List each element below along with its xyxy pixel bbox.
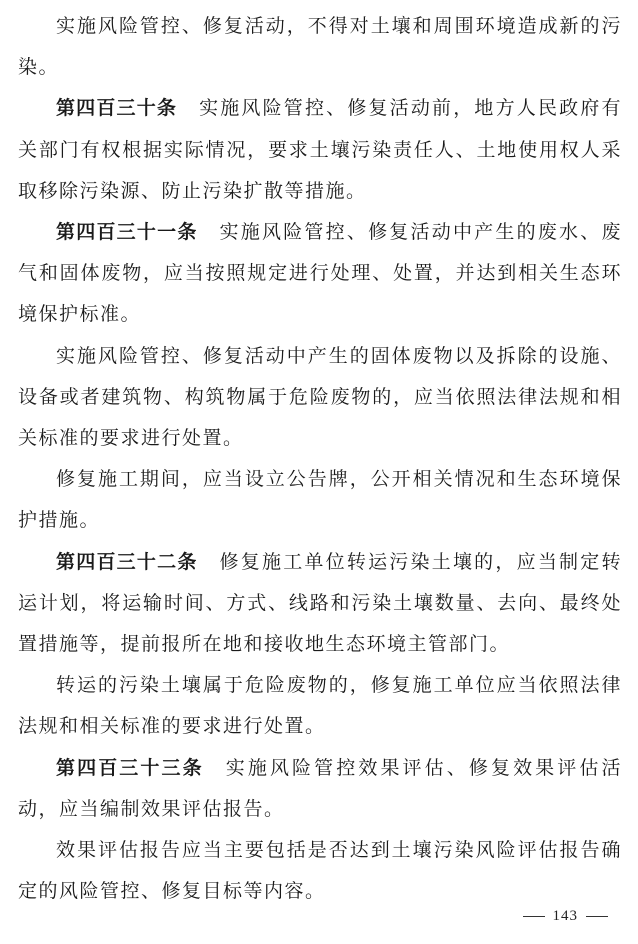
paragraph-text: 实施风险管控效果评估、修复效果评估活动，应当编制效果评估报告。 (18, 756, 622, 820)
article-number: 第四百三十条 (56, 97, 178, 120)
footer-dash-left (523, 916, 545, 917)
article-number: 第四百三十一条 (56, 221, 198, 244)
paragraph-text: 实施风险管控、修复活动前，地方人民政府有关部门有权根据实际情况，要求土壤污染责任人、土地使用权人采取移除污染源、防止污染扩散等措施。 (18, 97, 622, 202)
article-431-paragraph-3 (18, 459, 622, 541)
paragraph-text: 实施风险管控、修复活动，不得对土壤和周围环境造成新的污染。 (18, 15, 622, 79)
article-432-paragraph-2 (18, 665, 622, 747)
paragraph-text: 实施风险管控、修复活动中产生的固体废物以及拆除的设施、设备或者建筑物、构筑物属于危险废物的，应当依照法律法规和相关标准的要求进行处置。 (18, 344, 622, 450)
article-number: 第四百三十二条 (56, 550, 198, 573)
article-number: 第四百三十三条 (56, 756, 204, 779)
article-433 (18, 748, 622, 830)
article-430 (18, 88, 622, 212)
document-page (18, 6, 622, 912)
article-432 (18, 542, 622, 666)
paragraph-text: 修复施工单位转运污染土壤的，应当制定转运计划，将运输时间、方式、线路和污染土壤数量、去向、最终处置措施等，提前报所在地和接收地生态环境主管部门。 (18, 550, 622, 656)
page-footer (515, 908, 617, 925)
paragraph-text: 转运的污染土壤属于危险废物的，修复施工单位应当依照法律法规和相关标准的要求进行处置。 (18, 674, 622, 738)
article-431-paragraph-2 (18, 336, 622, 460)
paragraph-text: 实施风险管控、修复活动中产生的废水、废气和固体废物，应当按照规定进行处理、处置，并达到相关生态环境保护标准。 (18, 221, 622, 326)
footer-dash-right (586, 916, 608, 917)
paragraph-text: 效果评估报告应当主要包括是否达到土壤污染风险评估报告确定的风险管控、修复目标等内容。 (18, 839, 622, 903)
article-433-paragraph-2 (18, 830, 622, 912)
paragraph-1 (18, 6, 622, 88)
paragraph-text: 修复施工期间，应当设立公告牌，公开相关情况和生态环境保护措施。 (18, 468, 622, 532)
page-number: 143 (552, 908, 578, 924)
article-431 (18, 212, 622, 336)
